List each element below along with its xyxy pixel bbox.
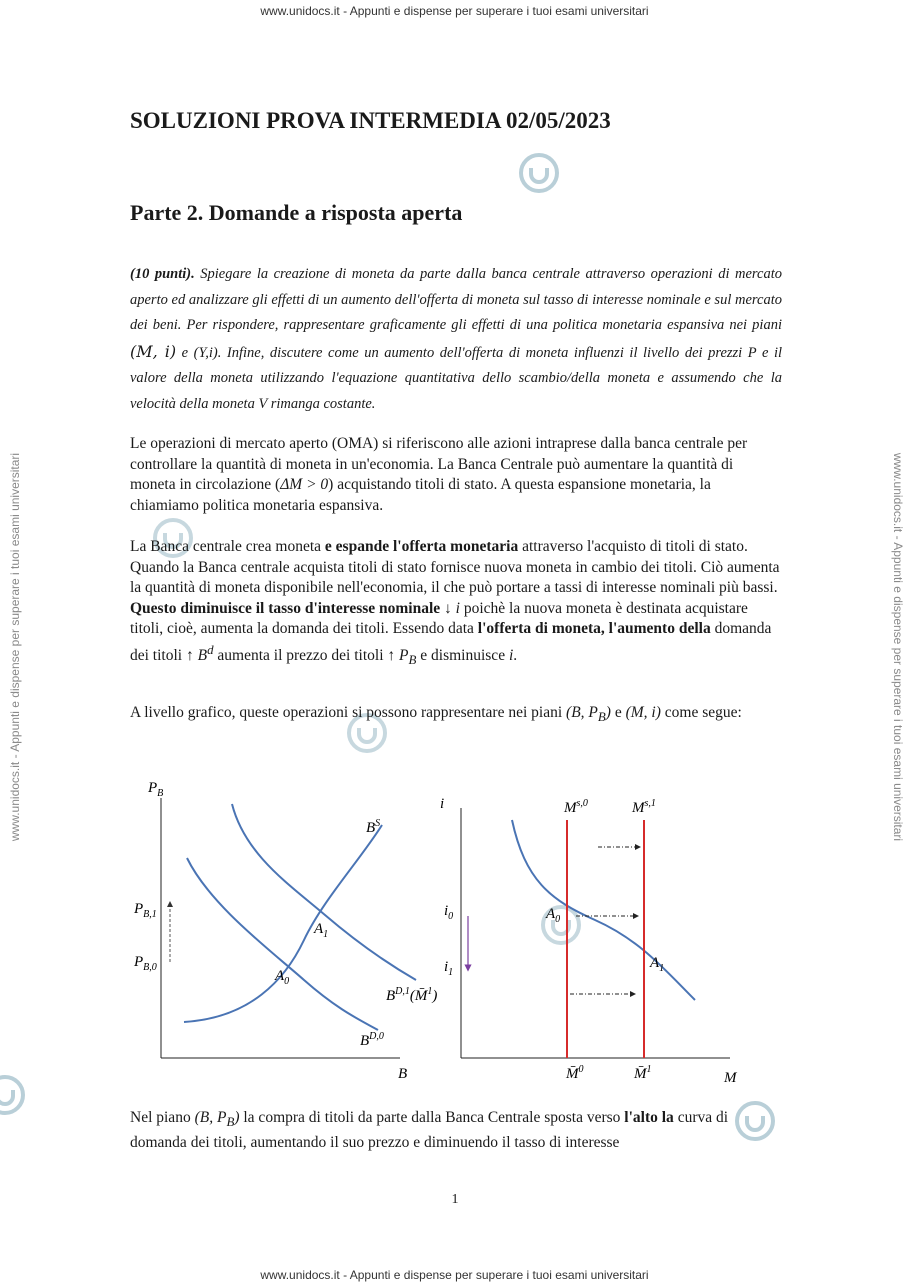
i0-label: $i_0$: [444, 903, 454, 922]
pb0-label: $P_{B,0}$: [134, 954, 157, 973]
demand-1-label: $B^{D,1}(M̄^1)$: [386, 986, 438, 1004]
watermark-bottom: www.unidocs.it - Appunti e dispense per superare i tuoi esami universitari: [260, 1268, 649, 1282]
demand-0-label: $B^{D,0}$: [360, 1031, 384, 1049]
bond-demand-curve-1: [232, 804, 416, 980]
watermark-left: www.unidocs.it - Appunti e dispense per superare i tuoi esami universitari: [8, 452, 22, 842]
unidocs-logo-icon: [0, 1072, 28, 1118]
pb1-label: $P_{B,1}$: [134, 901, 157, 920]
bond-market-diagram: [120, 770, 438, 1090]
i1-label: $i_1$: [444, 959, 454, 978]
mbar0-label: M̄$^0$: [566, 1064, 584, 1082]
money-demand-curve: [512, 820, 695, 1000]
bond-demand-curve-0: [187, 858, 378, 1030]
bond-x-label: B: [398, 1066, 408, 1082]
money-a1-label: $A_1$: [650, 955, 665, 974]
watermark-top: www.unidocs.it - Appunti e dispense per superare i tuoi esami universitari: [260, 4, 649, 18]
supply-label: $B^S$: [366, 818, 381, 836]
money-x-label: M: [724, 1070, 737, 1086]
paragraph-oma: Le operazioni di mercato aperto (OMA) si riferiscono alle azioni intraprese dalla banca centrale per controllare la quantità di moneta in un'economia. La Banca Centrale può aumentare la quantità di moneta in circolazione (ΔM > 0) acquistando titoli di stato. A questa espansione monetaria, la chiamiamo politica monetaria espansiva.: [130, 435, 748, 514]
a0-label: $A_0$: [275, 968, 290, 987]
mbar1-label: M̄$^1$: [634, 1064, 652, 1082]
ms0-label: M$^{s,0}$: [564, 798, 588, 816]
money-a0-label: $A_0$: [546, 906, 561, 925]
unidocs-logo-icon: [516, 150, 562, 196]
question-text: (10 punti). Spiegare la creazione di moneta da parte dalla banca centrale attraverso operazioni di mercato aperto ed analizzare gli effetti di un aumento dell'offerta di moneta sul tasso di interesse nominale e sul mercato dei beni. Per rispondere, rappresentare graficamente gli effetti di una politica monetaria espansiva nei piani (M, i) e (Y,i). Infine, discutere come un aumento dell'offerta di moneta influenzi il livello dei prezzi P e il valore della moneta utilizzando l'equazione quantitativa dello scambio/della moneta e assumendo che la velocità della moneta V rimanga costante.: [130, 266, 783, 412]
paragraph-graphic-intro: A livello grafico, queste operazioni si possono rappresentare nei piani (B, $P_B$) e (M, i) come segue:: [130, 704, 742, 725]
ms1-label: M$^{s,1}$: [632, 798, 656, 816]
paragraph-bond-plane: Nel piano (B, $P_B$) la compra di titoli da parte dalla Banca Centrale sposta verso l'alto la curva di domanda dei titoli, aumentando il suo prezzo e diminuendo il tasso di interesse: [130, 1109, 729, 1151]
paragraph-money-creation: La Banca centrale crea moneta e espande l'offerta monetaria attraverso l'acquisto di titoli di stato. Quando la Banca centrale acquista titoli di stato fornisce nuova moneta in cambio dei titoli. Ciò aumenta la quantità di moneta disponibile nell'economia, il che può portare a tassi di interesse nominali più bassi. Questo diminuisce il tasso d'interesse nominale ↓ i poichè la nuova moneta è destinata acquistare titoli, cioè, aumenta la domanda dei titoli. Essendo data l'offerta di moneta, l'aumento della domanda dei titoli ↑ $B^d$ aumenta il prezzo dei titoli ↑ $P_B$ e disminuisce i.: [130, 538, 780, 667]
money-y-label: i: [440, 796, 445, 812]
watermark-right: www.unidocs.it - Appunti e dispense per superare i tuoi esami universitari: [891, 452, 905, 842]
bond-supply-curve: [184, 825, 382, 1022]
page-title: SOLUZIONI PROVA INTERMEDIA 02/05/2023: [130, 108, 611, 133]
bond-y-label: $P_B$: [148, 780, 164, 799]
page-number: 1: [451, 1192, 459, 1207]
a1-label: $A_1$: [314, 921, 329, 940]
section-title: Parte 2. Domande a risposta aperta: [130, 200, 463, 225]
money-market-diagram: [430, 770, 750, 1090]
question-points: (10 punti).: [130, 266, 195, 282]
